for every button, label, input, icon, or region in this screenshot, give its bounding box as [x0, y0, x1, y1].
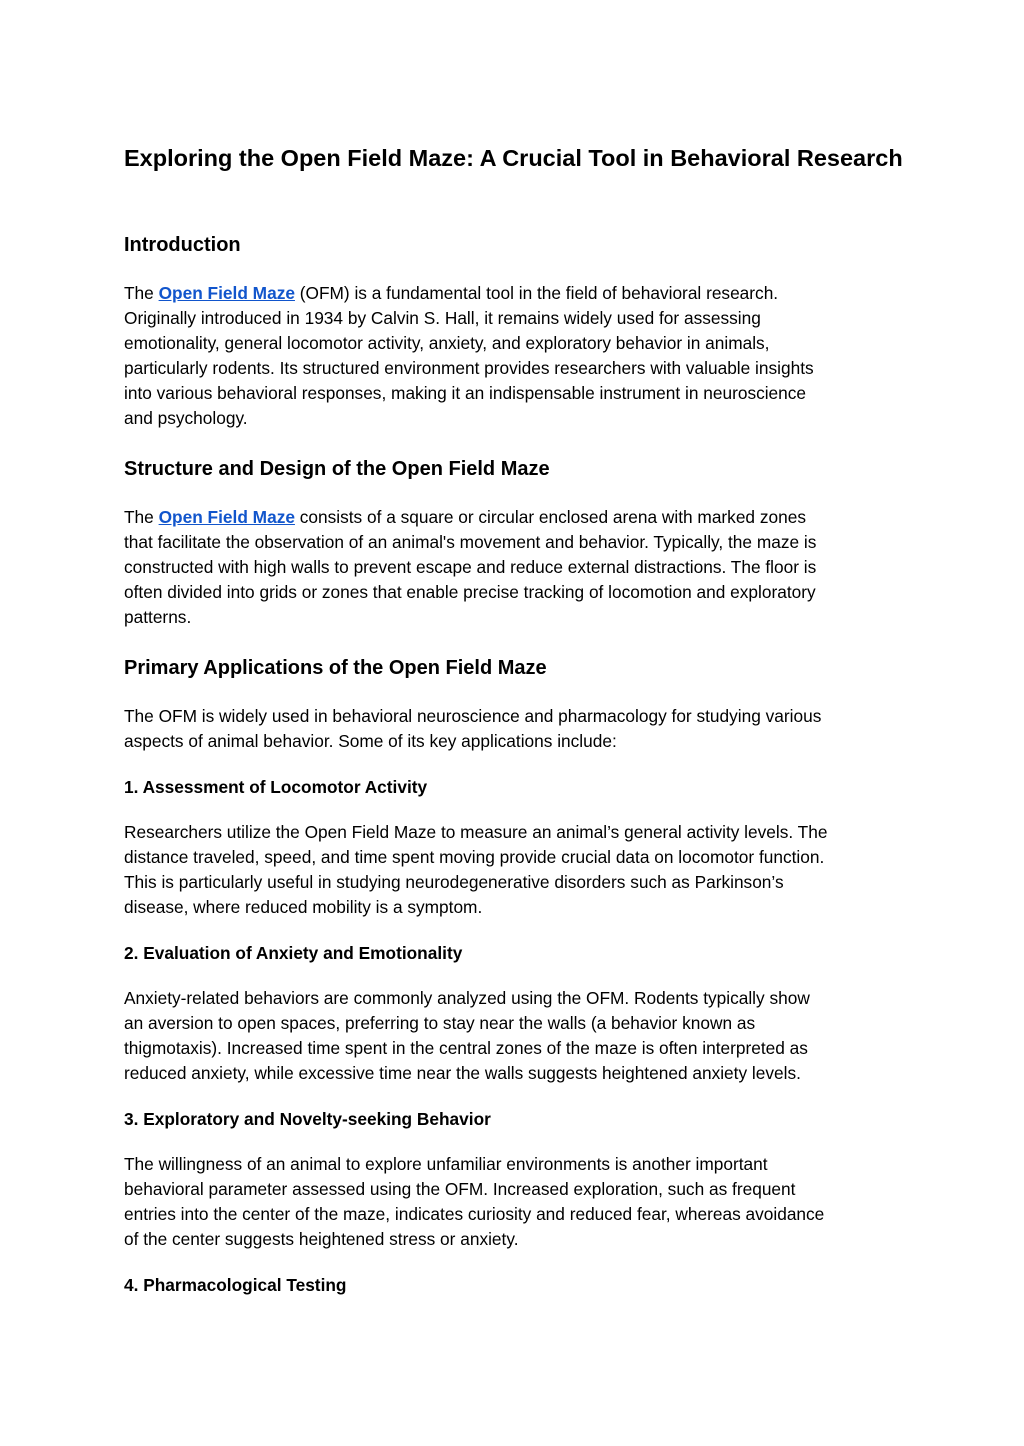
paragraph-line: Anxiety-related behaviors are commonly analyzed using the OFM. Rodents typically show — [124, 988, 810, 1008]
paragraph-line: entries into the center of the maze, indicates curiosity and reduced fear, whereas avoidance — [124, 1204, 825, 1224]
anxiety-emotionality-paragraph — [124, 986, 904, 1086]
paragraph-line: Originally introduced in 1934 by Calvin S. Hall, it remains widely used for assessing — [124, 308, 761, 328]
paragraph-line: disease, where reduced mobility is a symptom. — [124, 897, 483, 917]
text-run: The — [124, 507, 159, 527]
paragraph-line: into various behavioral responses, making it an indispensable instrument in neuroscience — [124, 383, 807, 403]
paragraph-line: reduced anxiety, while excessive time near the walls suggests heightened anxiety levels. — [124, 1063, 801, 1083]
structure-heading: Structure and Design of the Open Field Maze — [124, 458, 550, 480]
paragraph-line: aspects of animal behavior. Some of its key applications include: — [124, 731, 617, 751]
paragraph-line: thigmotaxis). Increased time spent in the central zones of the maze is often interpreted as — [124, 1038, 808, 1058]
introduction-heading: Introduction — [124, 234, 241, 256]
exploratory-behavior-subheading: 3. Exploratory and Novelty-seeking Behavior — [124, 1109, 491, 1129]
introduction-paragraph — [124, 281, 904, 431]
paragraph-line: of the center suggests heightened stress or anxiety. — [124, 1229, 519, 1249]
paragraph-line: Researchers utilize the Open Field Maze to measure an animal’s general activity levels. The — [124, 822, 828, 842]
text-run: (OFM) is a fundamental tool in the field of behavioral research. — [294, 283, 779, 303]
paragraph-line: This is particularly useful in studying neurodegenerative disorders such as Parkinson’s — [124, 872, 784, 892]
paragraph-line: that facilitate the observation of an animal's movement and behavior. Typically, the maze is — [124, 532, 817, 552]
paragraph-line: The OFM is widely used in behavioral neuroscience and pharmacology for studying various — [124, 706, 822, 726]
structure-paragraph — [124, 505, 904, 630]
paragraph-line: often divided into grids or zones that enable precise tracking of locomotion and exploratory — [124, 582, 816, 602]
open-field-maze-link[interactable]: Open Field Maze — [158, 507, 295, 527]
paragraph-line — [124, 505, 904, 530]
exploratory-behavior-paragraph — [124, 1152, 904, 1252]
paragraph-line: and psychology. — [124, 408, 248, 428]
text-run: The — [124, 283, 159, 303]
locomotor-activity-subheading: 1. Assessment of Locomotor Activity — [124, 777, 428, 797]
paragraph-line — [124, 281, 904, 306]
applications-heading: Primary Applications of the Open Field Maze — [124, 657, 547, 679]
paragraph-line: patterns. — [124, 607, 192, 627]
paragraph-line: an aversion to open spaces, preferring to stay near the walls (a behavior known as — [124, 1013, 756, 1033]
pharmacological-testing-subheading: 4. Pharmacological Testing — [124, 1275, 347, 1295]
open-field-maze-link[interactable]: Open Field Maze — [158, 283, 295, 303]
paragraph-line: constructed with high walls to prevent escape and reduce external distractions. The floor is — [124, 557, 817, 577]
applications-intro-paragraph — [124, 704, 904, 754]
paragraph-line: The willingness of an animal to explore unfamiliar environments is another important — [124, 1154, 768, 1174]
paragraph-line: behavioral parameter assessed using the OFM. Increased exploration, such as frequent — [124, 1179, 796, 1199]
anxiety-emotionality-subheading: 2. Evaluation of Anxiety and Emotionality — [124, 943, 463, 963]
text-run: consists of a square or circular enclosed arena with marked zones — [294, 507, 806, 527]
paragraph-line: emotionality, general locomotor activity, anxiety, and exploratory behavior in animals, — [124, 333, 770, 353]
paragraph-line: distance traveled, speed, and time spent moving provide crucial data on locomotor function. — [124, 847, 825, 867]
paragraph-line: particularly rodents. Its structured environment provides researchers with valuable insights — [124, 358, 814, 378]
document-title: Exploring the Open Field Maze: A Crucial Tool in Behavioral Research — [124, 145, 903, 171]
locomotor-activity-paragraph — [124, 820, 904, 920]
